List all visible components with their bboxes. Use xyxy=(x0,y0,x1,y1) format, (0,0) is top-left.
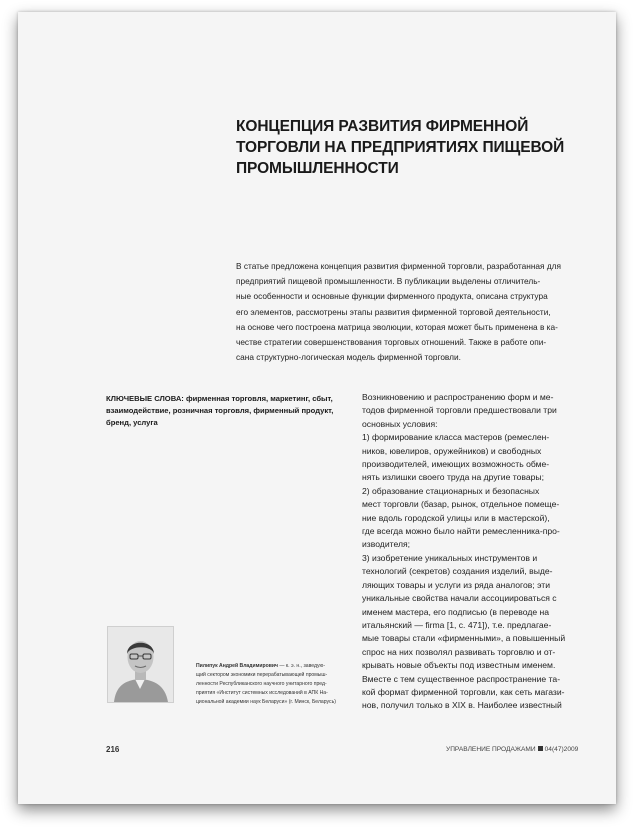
author-info xyxy=(196,662,336,707)
journal-footer xyxy=(446,746,578,753)
page-sheet xyxy=(18,12,616,804)
journal-issue: 04(47)2009 xyxy=(544,746,579,753)
square-bullet-icon xyxy=(538,746,543,751)
page-number: 216 xyxy=(106,745,120,754)
article-title: КОНЦЕПЦИЯ РАЗВИТИЯ ФИРМЕННОЙ ТОРГОВЛИ НА ПРЕДПРИЯТИЯХ ПИЩЕВОЙ ПРОМЫШЛЕННОСТИ xyxy=(236,118,565,177)
author-name: Пилипук Андрей Владимирович xyxy=(196,663,278,669)
article-abstract: В статье предложена концепция развития фирменной торговли, разработанная для предприятий пищевой промышленности. В публикации выделены отличитель- ные особенности и основные функции фирменного продукта, описана структура его элементов, рассмотрены этапы развития фирменной торговой деятельности, на основе чего построена матрица эволюции, которая может быть применена в ка- честве стратегии совершенствования торговых отношений. Также в работе опи- сана структурно-логическая модель фирменной торговли. xyxy=(236,261,561,363)
journal-name: УПРАВЛЕНИЕ ПРОДАЖАМИ xyxy=(446,746,536,753)
author-photo xyxy=(107,626,174,703)
article-body: Возникновению и распространению форм и ме- тодов фирменной торговли предшествовали три основных условия: 1) формирование класса мастеров (ремеслен- ников, ювелиров, оружейников) и свободных производителей, имеющих возможность обме- нять излишки своего труда на другие товары; 2) образование стационарных и безопасных мест торговли (базар, рынок, отдельное помеще- ние вдоль городской улицы или в мастерской), где всегда можно было найти ремесленника-про- изводителя; 3) изобретение уникальных инструментов и технологий (секретов) создания изделий, выде- ляющих товары и услуги из ряда аналогов; эти уникальные свойства начали ассоциироваться с именем мастера, его подписью (в переводе на итальянский — firma [1, с. 471]), т.е. предлагае- мые товары стали «фирменными», а повышенный спрос на них позволял развивать торговлю и от- крывать новые объекты под известным именем. Вместе с тем существенное распространение та- кой формат фирменной торговли, как сеть магази- нов, получил только в XIX в. Наиболее известный xyxy=(362,392,566,711)
portrait-image xyxy=(108,627,173,702)
keywords: КЛЮЧЕВЫЕ СЛОВА: фирменная торговля, маркетинг, сбыт, взаимодействие, розничная торговля, фирменный продукт, бренд, услуга xyxy=(106,394,334,427)
author-bio: — к. э. н., заведую- щий сектором экономики перерабатывающей промыш- ленности Республиканского научного унитарного пред- приятия «Институт системных исследований в АПК На- циональной академии наук Беларуси» (г. Минск, Беларусь) xyxy=(196,663,336,705)
